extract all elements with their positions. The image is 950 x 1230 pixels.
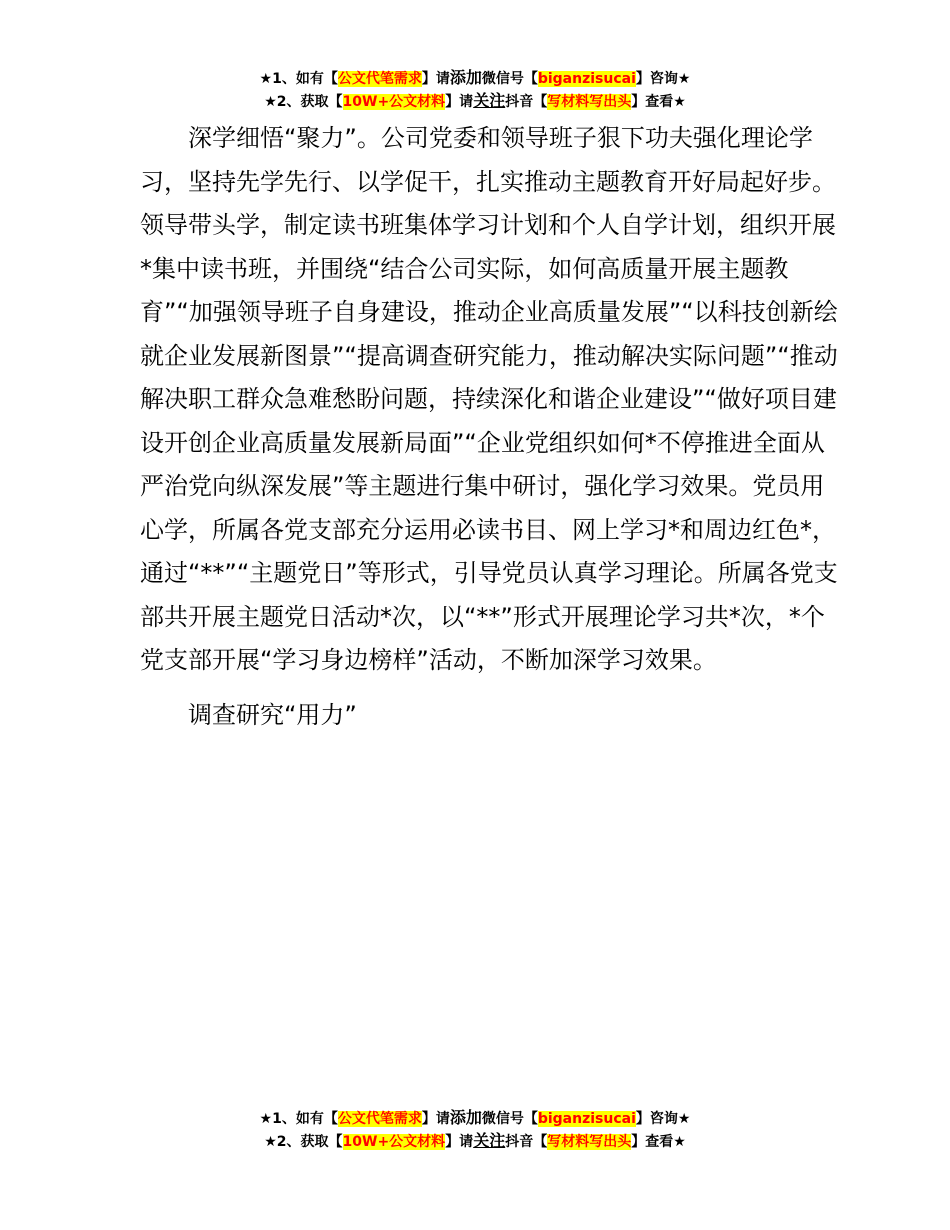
banner-text: 抖音【 <box>505 1134 548 1150</box>
banner-line-2 <box>0 1130 950 1153</box>
document-body <box>140 117 840 737</box>
banner-highlight: 10W+公文材料 <box>342 1134 446 1150</box>
footer-banner <box>0 1107 950 1153</box>
banner-text: ★1、如有【 <box>259 71 338 87</box>
banner-text: ★2、获取【 <box>264 1134 343 1150</box>
section-heading: 调查研究“用力” <box>188 700 357 729</box>
banner-text: ★1、如有【 <box>259 1111 338 1127</box>
banner-text: 微信号【 <box>481 1111 538 1127</box>
banner-text: 】请 <box>421 1111 450 1127</box>
banner-highlight: 写材料写出头 <box>547 94 632 110</box>
banner-line-2 <box>0 90 950 113</box>
header-banner <box>0 67 950 113</box>
banner-text: 】咨询★ <box>635 71 691 87</box>
banner-text: 微信号【 <box>481 71 538 87</box>
banner-text: 】咨询★ <box>635 1111 691 1127</box>
banner-emphasis: 添加 <box>449 68 482 87</box>
banner-highlight: 公文代笔需求 <box>337 1111 422 1127</box>
banner-text: 】请 <box>421 71 450 87</box>
banner-highlight: biganzisucai <box>537 1111 636 1127</box>
banner-emphasis: 添加 <box>449 1108 482 1127</box>
banner-text: ★2、获取【 <box>264 94 343 110</box>
banner-emphasis: 关注 <box>473 91 506 110</box>
body-paragraph: 深学细悟“聚力”。公司党委和领导班子狠下功夫强化理论学习，坚持先学先行、以学促干，扎实推动主题教育开好局起好步。领导带头学，制定读书班集体学习计划和个人自学计划，组织开展*集中读书班，并围绕“结合公司实际，如何高质量开展主题教育”“加强领导班子自身建设，推动企业高质量发展”“以科技创新绘就企业发展新图景”“提高调查研究能力，推动解决实际问题”“推动解决职工群众急难愁盼问题，持续深化和谐企业建设”“做好项目建设开创企业高质量发展新局面”“企业党组织如何*不停推进全面从严治党向纵深发展”等主题进行集中研讨，强化学习效果。党员用心学，所属各党支部充分运用必读书目、网上学习*和周边红色*，通过“**”“主题党日”等形式，引导党员认真学习理论。所属各党支部共开展主题党日活动*次，以“**”形式开展理论学习共*次，*个党支部开展“学习身边榜样”活动，不断加深学习效果。 <box>140 124 838 674</box>
banner-emphasis: 关注 <box>473 1131 506 1150</box>
banner-text: 】请 <box>445 94 474 110</box>
banner-line-1 <box>0 1107 950 1130</box>
banner-highlight: 10W+公文材料 <box>342 94 446 110</box>
banner-line-1 <box>0 67 950 90</box>
banner-highlight: 公文代笔需求 <box>337 71 422 87</box>
banner-text: 】请 <box>445 1134 474 1150</box>
banner-text: 】查看★ <box>631 94 686 110</box>
banner-highlight: 写材料写出头 <box>547 1134 632 1150</box>
banner-text: 抖音【 <box>505 94 548 110</box>
banner-highlight: biganzisucai <box>537 71 636 87</box>
banner-text: 】查看★ <box>631 1134 686 1150</box>
